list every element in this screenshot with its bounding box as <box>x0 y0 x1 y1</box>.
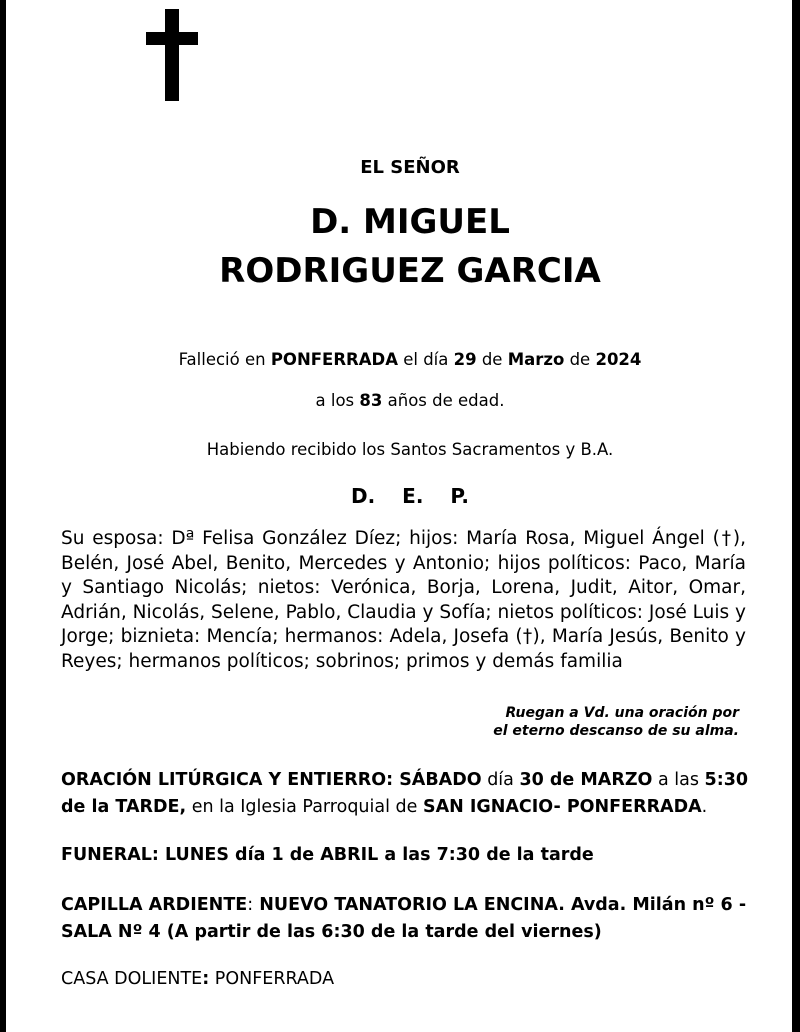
death-place: PONFERRADA <box>270 350 398 369</box>
chapel-info: CAPILLA ARDIENTE: NUEVO TANATORIO LA ENCINA. Avda. Milán nº 6 - SALA Nº 4 (A partir de las 6:30 de la tarde del viernes) <box>61 895 747 942</box>
death-info: Falleció en PONFERRADA el día 29 de Marzo de 2024 <box>178 350 642 369</box>
right-border <box>792 0 800 1032</box>
prayer-request: Ruegan a Vd. una oración por el eterno descanso de su alma. <box>493 705 739 739</box>
family-list: Su esposa: Dª Felisa González Díez; hijos: María Rosa, Miguel Ángel (†), Belén, José Abel, Benito, Mercedes y Antonio; hijos políticos: Paco, María y Santiago Nicolás; nietos: Verónica, Borja, Lorena, Judit, Aitor, Omar, Adrián, Nicolás, Selene, Pablo, Claudia y Sofía; nietos políticos: José Luis y Jorge; biznieta: Mencía; hermanos: Adela, Josefa (†), María Jesús, Benito y Reyes; hermanos políticos; sobrinos; primos y demás familia <box>61 528 746 672</box>
death-month: Marzo <box>507 350 565 369</box>
death-day: 29 <box>453 350 477 369</box>
death-year: 2024 <box>595 350 642 369</box>
title-prefix: EL SEÑOR <box>360 157 460 178</box>
dep-heading: D. E. P. <box>351 484 469 508</box>
funeral-info: FUNERAL: LUNES día 1 de ABRIL a las 7:30 de la tarde <box>61 845 594 865</box>
deceased-name-line2: RODRIGUEZ GARCIA <box>219 251 601 291</box>
deceased-name-line1: D. MIGUEL <box>310 202 510 242</box>
age-info: a los 83 años de edad. <box>315 391 505 410</box>
cross-icon <box>146 9 198 101</box>
ceremony-info: ORACIÓN LITÚRGICA Y ENTIERRO: SÁBADO día 30 de MARZO a las 5:30 de la TARDE, en la Iglesia Parroquial de SAN IGNACIO- PONFERRADA. <box>61 770 749 817</box>
home-info: CASA DOLIENTE: PONFERRADA <box>61 969 335 989</box>
age-value: 83 <box>359 391 383 410</box>
left-border <box>0 0 6 1032</box>
sacraments-line: Habiendo recibido los Santos Sacramentos y B.A. <box>206 440 614 459</box>
